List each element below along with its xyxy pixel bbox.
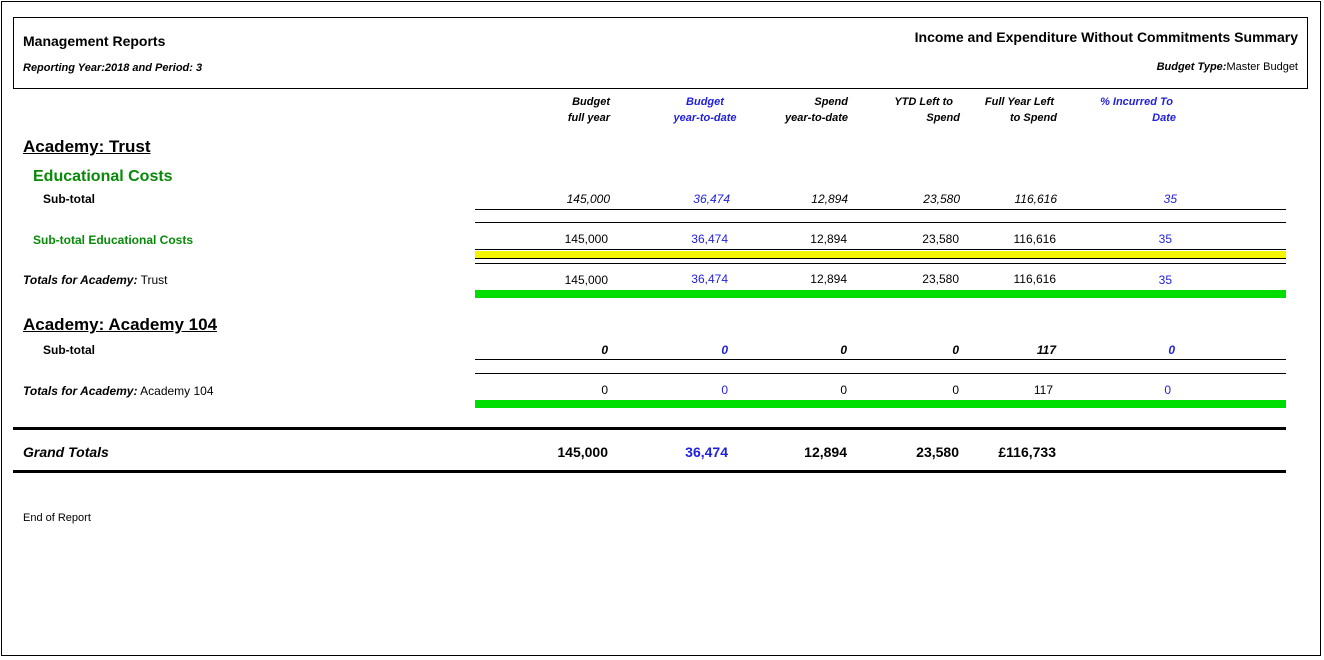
rule [475, 222, 1286, 223]
report-title: Management Reports [23, 33, 166, 49]
col-header-spend-ytd: Spend year-to-date [785, 96, 848, 124]
rule [475, 249, 1286, 250]
value-cell: 0 [601, 343, 608, 357]
grand-totals-label: Grand Totals [23, 444, 109, 460]
rule [475, 258, 1286, 259]
value-cell: 145,000 [564, 273, 608, 287]
value-cell: 116,616 [1013, 232, 1056, 246]
value-cell: 0 [952, 343, 959, 357]
value-cell: 0 [952, 383, 959, 397]
value-cell: 0 [721, 343, 728, 357]
section-title-trust: Academy: Trust [23, 137, 151, 156]
value-cell: 0 [840, 383, 847, 397]
col-header-budget-full-year: Budget full year [567, 96, 610, 124]
value-cell: 117 [1033, 383, 1053, 397]
value-cell: 36,474 [691, 232, 728, 246]
report-name: Income and Expenditure Without Commitments Summary [914, 29, 1298, 45]
value-cell: 0 [601, 383, 608, 397]
value-cell: 0 [840, 343, 847, 357]
budget-type-label: Budget Type: [1156, 61, 1227, 73]
value-cell: 117 [1036, 343, 1056, 357]
value-cell: 12,894 [810, 232, 847, 246]
rule [475, 209, 1286, 210]
value-cell: 0 [721, 383, 728, 397]
value-cell: 0 [1168, 343, 1175, 357]
value-cell: 36,474 [693, 192, 730, 206]
value-cell: 12,894 [811, 192, 848, 206]
subtotal-label: Sub-total [43, 192, 95, 206]
rule [475, 263, 1286, 264]
value-cell: 12,894 [810, 272, 847, 286]
grand-totals-top-rule [13, 427, 1286, 430]
value-cell: 116,616 [1014, 192, 1057, 206]
value-cell: 145,000 [566, 192, 610, 206]
grand-totals-bottom-rule [13, 470, 1286, 473]
totals-label-academy-104: Totals for Academy: Academy 104 [23, 384, 214, 398]
col-header-pct-incurred: % Incurred To Date [1100, 96, 1176, 124]
green-band [475, 400, 1286, 408]
reporting-period: Reporting Year:2018 and Period: 3 [23, 62, 203, 74]
green-band [475, 290, 1286, 298]
value-cell: 116,616 [1013, 272, 1056, 286]
value-cell: 145,000 [564, 232, 608, 246]
value-cell: 23,580 [922, 272, 959, 286]
totals-label-trust: Totals for Academy: Trust [23, 273, 168, 287]
value-cell: 23,580 [922, 232, 959, 246]
value-cell: £116,733 [998, 444, 1056, 460]
col-header-ytd-left: YTD Left to Spend [894, 96, 960, 124]
value-cell: 0 [1164, 383, 1171, 397]
rule [475, 359, 1286, 360]
col-header-full-year-left: Full Year Left to Spend [984, 96, 1057, 124]
section-title-academy-104: Academy: Academy 104 [23, 315, 218, 334]
value-cell: 35 [1158, 232, 1172, 246]
yellow-band [475, 251, 1286, 258]
budget-type [1157, 61, 1298, 73]
end-of-report: End of Report [23, 512, 91, 524]
group-title-educational-costs: Educational Costs [33, 168, 173, 185]
value-cell: 23,580 [916, 444, 959, 460]
rule [475, 373, 1286, 374]
col-header-budget-ytd: Budget year-to-date [673, 96, 737, 124]
value-cell: 36,474 [691, 272, 728, 286]
value-cell: 35 [1163, 192, 1177, 206]
group-subtotal-label: Sub-total Educational Costs [33, 233, 194, 247]
value-cell: 35 [1158, 273, 1172, 287]
subtotal-label: Sub-total [43, 343, 95, 357]
value-cell: 145,000 [557, 444, 608, 460]
value-cell: 36,474 [685, 444, 728, 460]
value-cell: 12,894 [804, 444, 847, 460]
budget-type-value: Master Budget [1226, 61, 1298, 73]
report-header-box [13, 17, 1308, 89]
value-cell: 23,580 [923, 192, 960, 206]
